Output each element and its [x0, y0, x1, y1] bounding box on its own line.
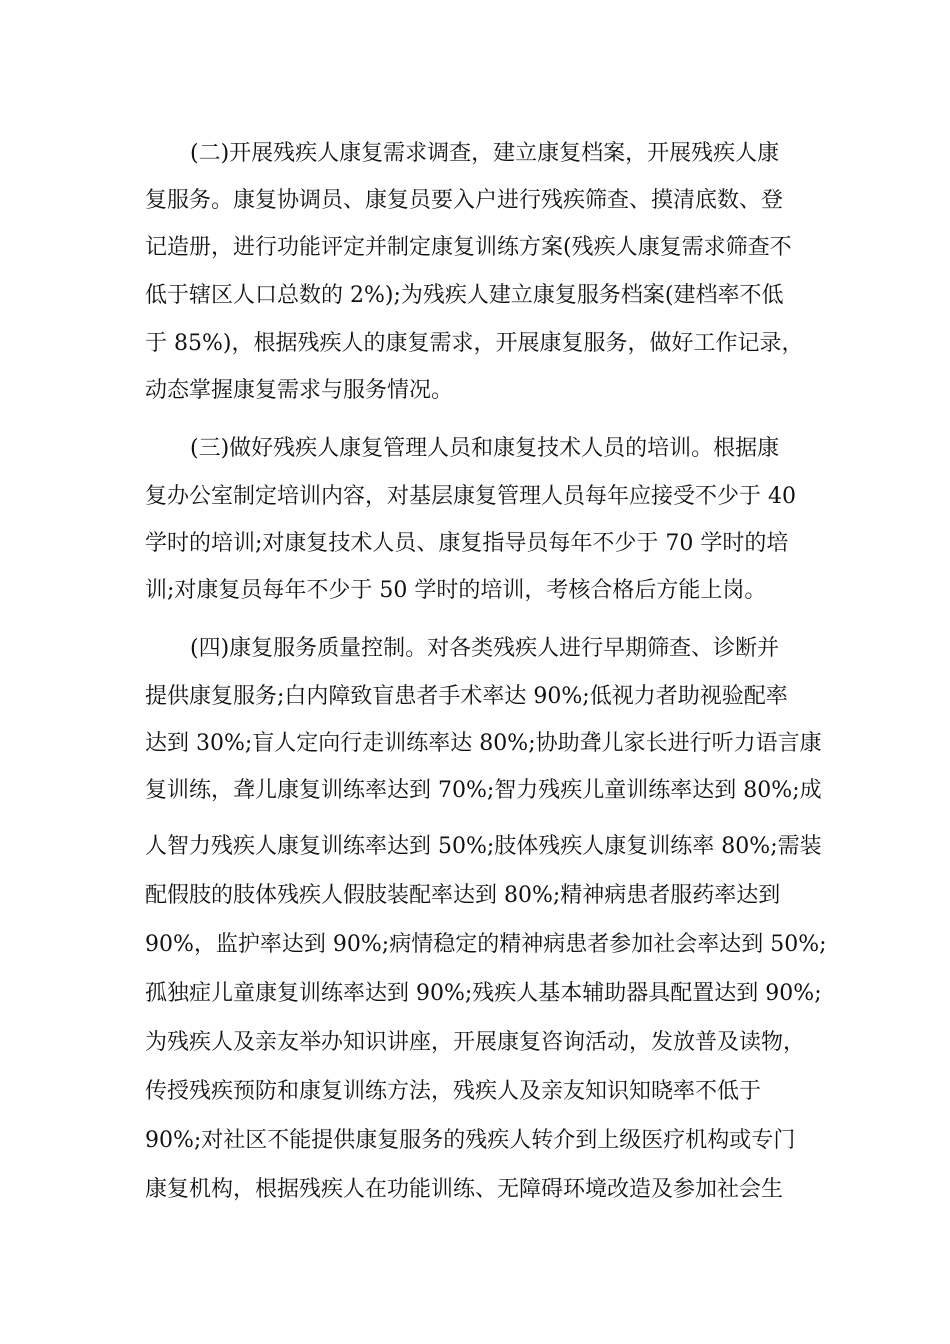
paragraph-4-line-11: 90%;对社区不能提供康复服务的残疾人转介到上级医疗机构或专门 — [145, 1128, 796, 1153]
paragraph-4-line-7: 90%，监护率达到 90%;病情稳定的精神病患者参加社会率达到 50%; — [145, 932, 827, 957]
paragraph-2-line-4: 低于辖区人口总数的 2%);为残疾人建立康复服务档案(建档率不低 — [145, 283, 784, 308]
paragraph-4-line-1: (四)康复服务质量控制。对各类残疾人进行早期筛查、诊断并 — [190, 636, 780, 661]
paragraph-3-line-1: (三)做好残疾人康复管理人员和康复技术人员的培训。根据康 — [190, 436, 780, 461]
paragraph-4-line-8: 孤独症儿童康复训练率达到 90%;残疾人基本辅助器具配置达到 90%; — [145, 981, 822, 1006]
paragraph-4-line-10: 传授残疾预防和康复训练方法，残疾人及亲友知识知晓率不低于 — [145, 1079, 762, 1104]
paragraph-4-line-5: 人智力残疾人康复训练率达到 50%;肢体残疾人康复训练率 80%;需装 — [145, 834, 822, 859]
paragraph-2-line-3: 记造册，进行功能评定并制定康复训练方案(残疾人康复需求筛查不 — [145, 235, 792, 260]
paragraph-4-line-2: 提供康复服务;白内障致盲患者手术率达 90%;低视力者助视验配率 — [145, 684, 788, 709]
paragraph-4-line-4: 复训练，聋儿康复训练率达到 70%;智力残疾儿童训练率达到 80%;成 — [145, 778, 822, 803]
paragraph-3-line-4: 训;对康复员每年不少于 50 学时的培训，考核合格后方能上岗。 — [145, 578, 767, 603]
paragraph-2-line-6: 动态掌握康复需求与服务情况。 — [145, 378, 454, 403]
paragraph-4-line-12: 康复机构，根据残疾人在功能训练、无障碍环境改造及参加社会生 — [145, 1177, 784, 1202]
paragraph-2-line-1: (二)开展残疾人康复需求调查，建立康复档案，开展残疾人康 — [190, 141, 780, 166]
paragraph-2-line-2: 复服务。康复协调员、康复员要入户进行残疾筛查、摸清底数、登 — [145, 188, 784, 213]
paragraph-3-line-2: 复办公室制定培训内容，对基层康复管理人员每年应接受不少于 40 — [145, 484, 796, 509]
paragraph-3-line-3: 学时的培训;对康复技术人员、康复指导员每年不少于 70 学时的培 — [145, 531, 789, 556]
paragraph-4-line-3: 达到 30%;盲人定向行走训练率达 80%;协助聋儿家长进行听力语言康 — [145, 731, 822, 756]
paragraph-4-line-9: 为残疾人及亲友举办知识讲座，开展康复咨询活动，发放普及读物， — [145, 1030, 806, 1055]
paragraph-4-line-6: 配假肢的肢体残疾人假肢装配率达到 80%;精神病患者服药率达到 — [145, 883, 781, 908]
paragraph-2-line-5: 于 85%)，根据残疾人的康复需求，开展康复服务，做好工作记录， — [145, 331, 804, 356]
